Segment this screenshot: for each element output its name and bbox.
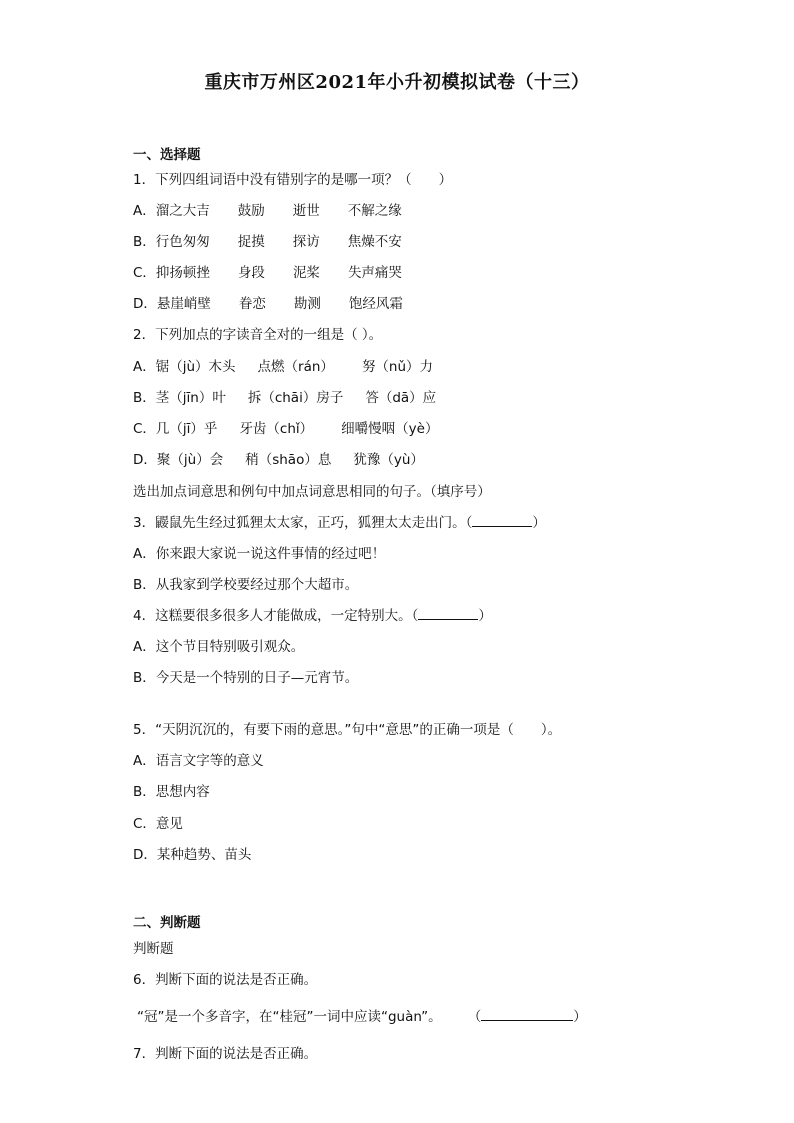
question-5-option-b: B．思想内容	[133, 784, 210, 800]
question-6-stem: 6．判断下面的说法是否正确。	[133, 972, 318, 988]
question-5-stem: 5．“天阴沉沉的，有要下雨的意思。”句中“意思”的正确一项是（ ）。	[133, 722, 562, 738]
section-2-subheading: 判断题	[133, 941, 174, 957]
question-4-option-a: A．这个节目特别吸引观众。	[133, 639, 305, 655]
question-4-option-b: B．今天是一个特别的日子—元宵节。	[133, 670, 359, 686]
question-1-option-d: D．悬崖峭壁 眷恋 勘测 饱经风霜	[133, 296, 403, 312]
question-1-option-a: A．溜之大吉 鼓励 逝世 不解之缘	[133, 203, 402, 219]
question-7-stem: 7．判断下面的说法是否正确。	[133, 1046, 318, 1062]
exam-title: 重庆市万州区2021年小升初模拟试卷（十三）	[204, 72, 590, 93]
question-4-stem: 4．这糕要很多很多人才能做成，一定特别大。（ ）	[133, 608, 492, 624]
question-2-option-d: D．聚（jù）会 稍（shāo）息 犹豫（yù）	[133, 452, 424, 468]
section-heading-judgement: 二、判断题	[133, 915, 201, 931]
question-1-stem: 1．下列四组词语中没有错别字的是哪一项？（ ）	[133, 172, 453, 188]
question-3-option-b: B．从我家到学校要经过那个大超市。	[133, 577, 359, 593]
question-2-option-c: C．几（jī）乎 牙齿（chǐ） 细嚼慢咽（yè）	[133, 421, 439, 437]
answer-blank-6[interactable]	[481, 1008, 573, 1021]
question-5-option-d: D．某种趋势、苗头	[133, 847, 252, 863]
answer-blank-4[interactable]	[418, 607, 478, 620]
question-2-stem: 2．下列加点的字读音全对的一组是（ ）。	[133, 327, 383, 343]
question-2-option-b: B．茎（jīn）叶 拆（chāi）房子 答（dā）应	[133, 390, 437, 406]
question-1-option-b: B．行色匆匆 捉摸 探访 焦燥不安	[133, 234, 402, 250]
section-heading-choice: 一、选择题	[133, 147, 201, 163]
question-6-statement: “冠”是一个多音字，在“桂冠”一词中应读“guàn”。 （ ）	[137, 1009, 587, 1025]
question-5-option-c: C．意见	[133, 816, 183, 832]
answer-blank-3[interactable]	[472, 514, 532, 527]
question-3-option-a: A．你来跟大家说一说这件事情的经过吧！	[133, 546, 386, 562]
question-5-option-a: A．语言文字等的意义	[133, 753, 264, 769]
question-3-stem: 3．鼹鼠先生经过狐狸太太家，正巧，狐狸太太走出门。（ ）	[133, 515, 546, 531]
question-2-option-a: A．锯（jù）木头 点燃（rán） 努（nǔ）力	[133, 359, 434, 375]
question-1-option-c: C．抑扬顿挫 身段 泥桨 失声痛哭	[133, 265, 402, 281]
instruction-text: 选出加点词意思和例句中加点词意思相同的句子。（填序号）	[133, 484, 491, 500]
